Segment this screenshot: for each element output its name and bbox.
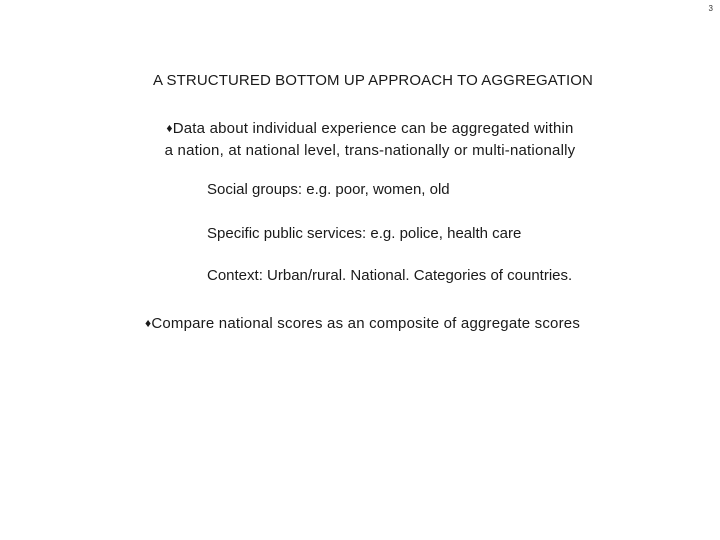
sub-item-context: Context: Urban/rural. National. Categories of countries.	[207, 267, 573, 284]
page-number: 3	[708, 4, 713, 13]
diamond-bullet-icon: ♦	[166, 121, 173, 135]
bullet-text: Compare national scores as an composite of aggregate scores	[151, 315, 581, 332]
bullet-line	[130, 117, 610, 140]
sub-item-social-groups: Social groups: e.g. poor, women, old	[207, 181, 450, 198]
bullet-line: a nation, at national level, trans-nationally or multi-nationally	[164, 142, 576, 159]
diamond-bullet-icon: ♦	[145, 316, 152, 330]
bullet-text: Data about individual experience can be aggregated within	[172, 120, 574, 137]
bullet-compare-scores	[145, 312, 625, 335]
slide-title: A STRUCTURED BOTTOM UP APPROACH TO AGGREGATION	[153, 72, 593, 89]
sub-item-public-services: Specific public services: e.g. police, health care	[207, 225, 522, 242]
bullet-aggregation-levels	[130, 117, 610, 162]
